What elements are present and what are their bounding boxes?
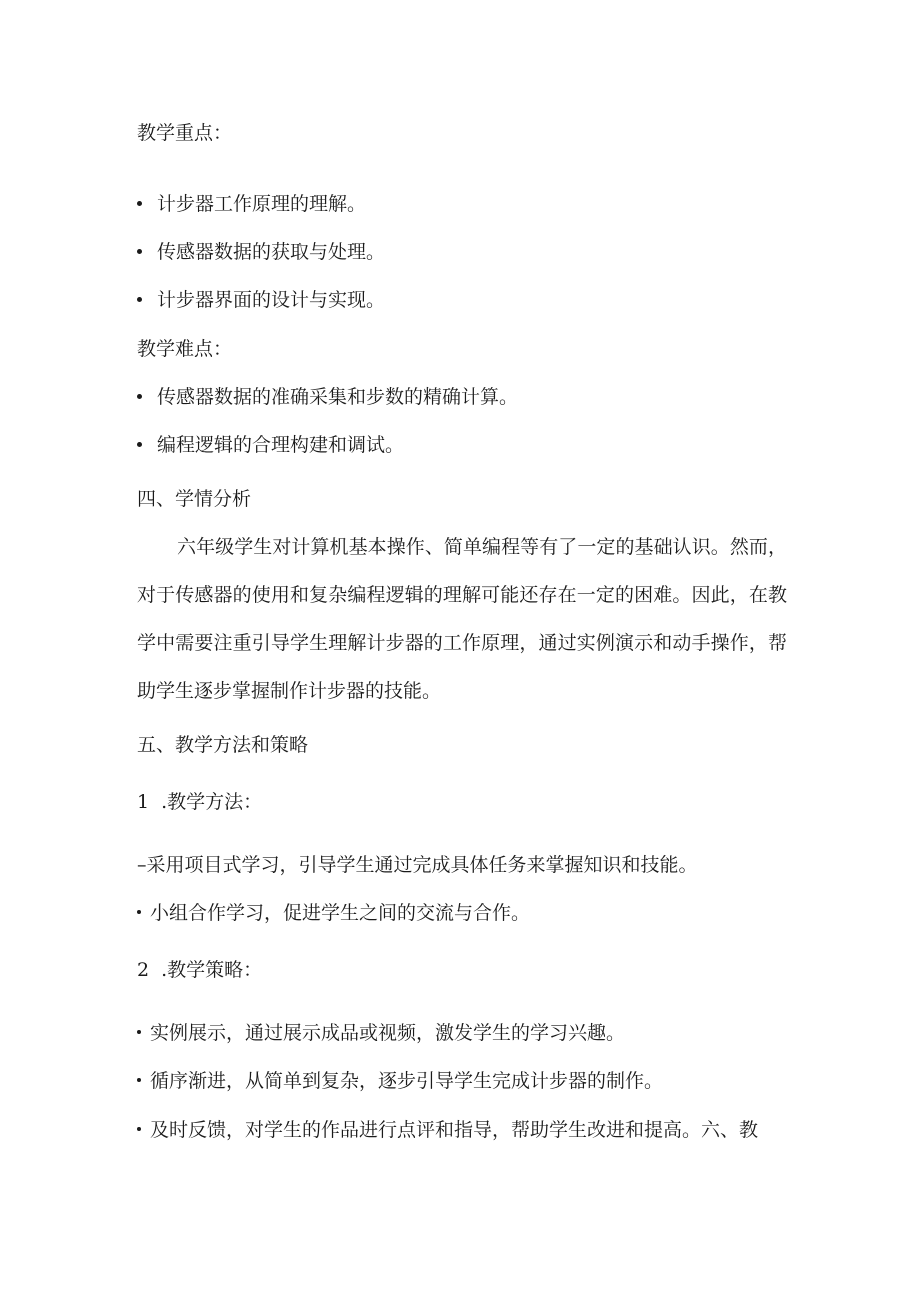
strategies-number: 2	[137, 959, 150, 981]
method-text: 小组合作学习，促进学生之间的交流与合作。	[150, 902, 531, 924]
key-points-heading: 教学重点：	[137, 122, 233, 144]
strategy-item	[137, 1021, 625, 1045]
bullet-icon	[137, 1078, 141, 1082]
strategy-text: 及时反馈，对学生的作品进行点评和指导，帮助学生改进和提高。六、教	[150, 1119, 759, 1141]
key-point-item	[137, 192, 366, 216]
strategies-subheading	[137, 958, 262, 982]
methods-label: .教学方法：	[161, 791, 263, 813]
difficulty-text: 传感器数据的准确采集和步数的精确计算。	[157, 386, 519, 408]
key-point-text: 计步器界面的设计与实现。	[157, 289, 386, 311]
section5-heading: 五、教学方法和策略	[137, 734, 309, 756]
key-point-item	[137, 240, 385, 264]
methods-subheading	[137, 790, 262, 814]
strategy-text: 实例展示，通过展示成品或视频，激发学生的学习兴趣。	[150, 1022, 626, 1044]
section4-heading: 四、学情分析	[137, 488, 252, 510]
key-point-text: 传感器数据的获取与处理。	[157, 241, 386, 263]
key-point-item	[137, 288, 385, 312]
bullet-icon	[137, 1127, 141, 1131]
bullet-icon	[137, 394, 142, 399]
bullet-icon	[137, 1030, 141, 1034]
difficulty-text: 编程逻辑的合理构建和调试。	[157, 434, 405, 456]
key-point-text: 计步器工作原理的理解。	[157, 193, 367, 215]
bullet-icon	[137, 910, 141, 914]
strategy-item	[137, 1069, 663, 1093]
difficulty-item	[137, 433, 404, 457]
bullet-icon	[137, 297, 142, 302]
difficulty-item	[137, 385, 518, 409]
methods-number: 1	[137, 791, 150, 813]
section4-paragraph: 六年级学生对计算机基本操作、简单编程等有了一定的基础认识。然而，对于传感器的使用和复杂编程逻辑的理解可能还存在一定的困难。因此，在教学中需要注重引导学生理解计步器的工作原理，通过实例演示和动手操作，帮助学生逐步掌握制作计步器的技能。	[137, 536, 787, 702]
method-item	[137, 901, 530, 925]
strategy-text: 循序渐进，从简单到复杂，逐步引导学生完成计步器的制作。	[150, 1070, 664, 1092]
strategy-item	[137, 1118, 758, 1142]
bullet-icon	[137, 201, 142, 206]
bullet-icon	[137, 249, 142, 254]
method-item: –采用项目式学习，引导学生通过完成具体任务来掌握知识和技能。	[137, 854, 698, 876]
bullet-icon	[137, 442, 142, 447]
difficulties-heading: 教学难点：	[137, 338, 233, 360]
strategies-label: .教学策略：	[161, 959, 263, 981]
